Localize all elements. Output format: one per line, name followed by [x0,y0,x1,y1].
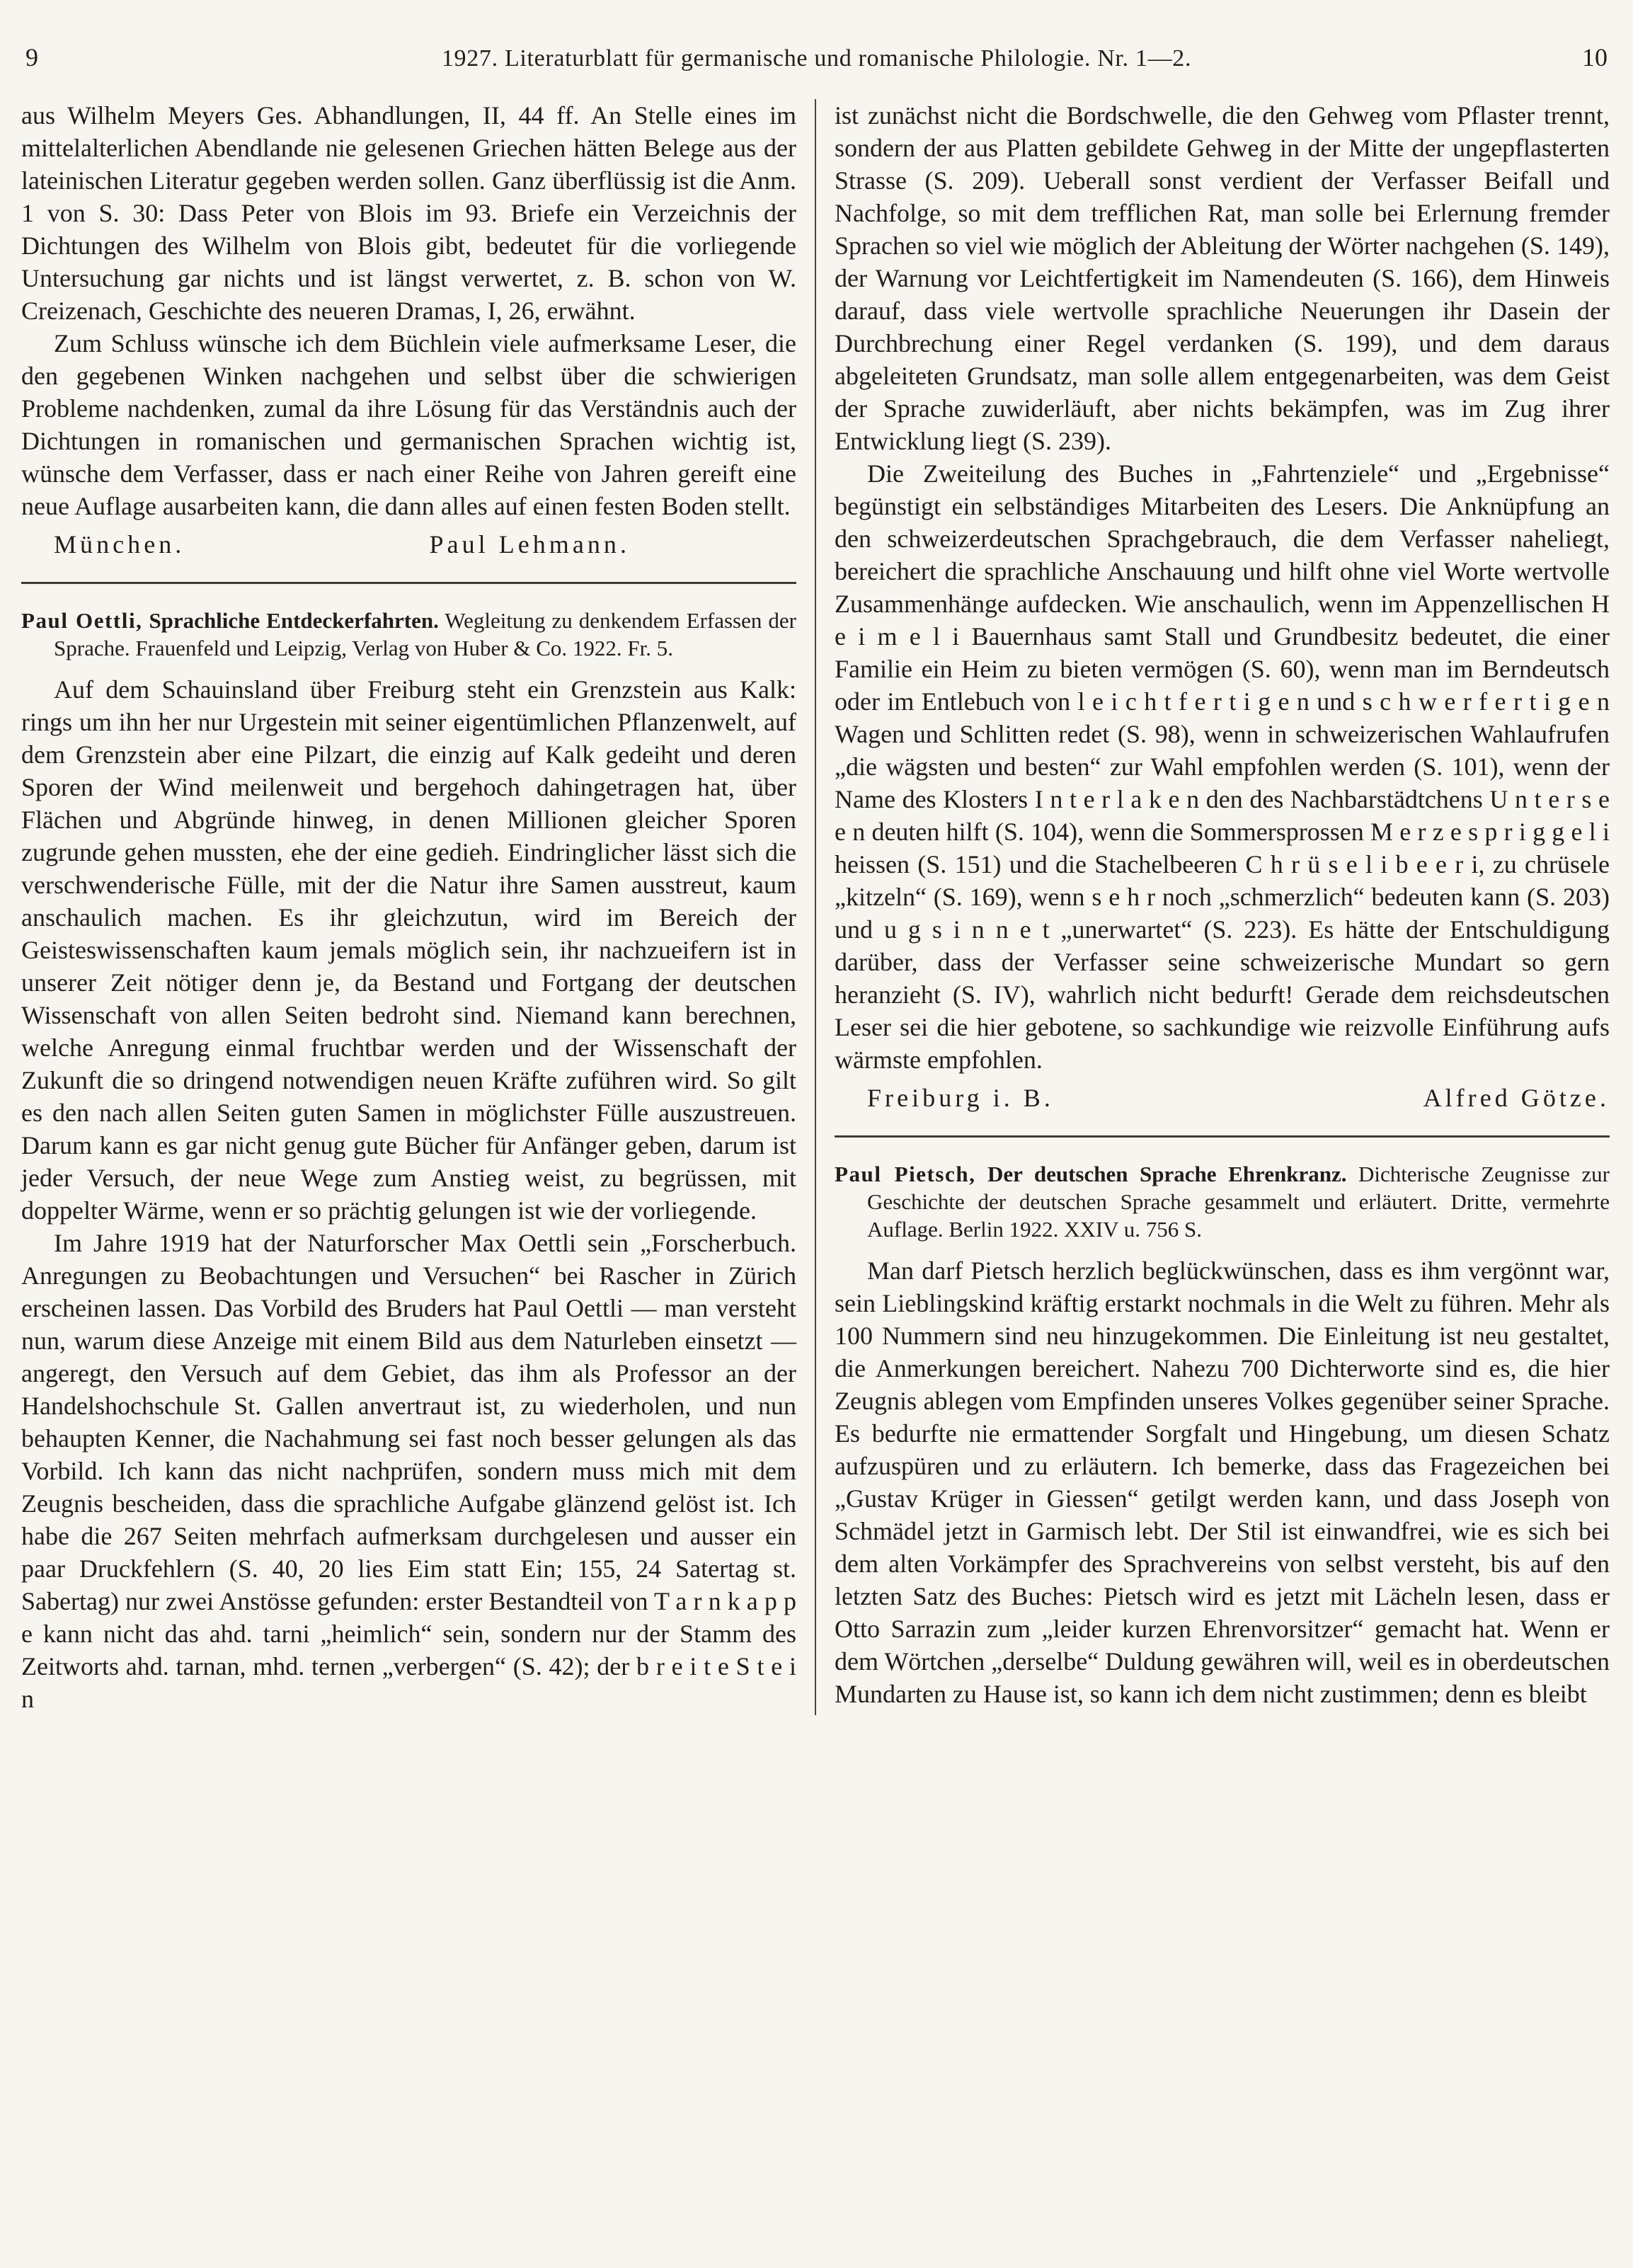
paragraph: ist zunächst nicht die Bordschwelle, die den Gehweg vom Pflaster trennt, sondern der aus Platten gebildete Gehweg in der Mitte der ungepflasterten Strasse (S. 209). Ueberall sonst verdient der Verfasser Beifall und Nachfolge, so mit dem trefflichen Rat, man solle bei Erlernung fremder Sprachen so viel wie möglich der Ableitung der Wörter nachgehen (S. 149), der Warnung vor Leichtfertigkeit im Namendeuten (S. 166), dem Hinweis darauf, dass viele wertvolle sprachliche Neuerungen ihr Dasein der Durchbrechung einer Regel verdanken (S. 199), und dem daraus abgeleiteten Grundsatz, man solle allem entgegenarbeiten, was dem Geist der Sprache zuwiderläuft, aber nichts bekämpfen, was im Zug ihrer Entwicklung liegt (S. 239). [835,101,1610,455]
running-head [25,41,1608,75]
article-divider [21,582,796,584]
citation-details: Dichterische Zeugnisse zur Geschichte der deutschen Sprache gesammelt und erläutert. Dritte, vermehrte Auflage. Berlin 1922. XXIV u. 756 S. [867,1162,1610,1242]
two-column-text [21,99,1612,1715]
review-citation [21,607,796,662]
paragraph: Die Zweiteilung des Buches in „Fahrtenziele“ und „Ergebnisse“ begünstigt ein selbständiges Mitarbeiten des Lesers. Die Anknüpfung an den schweizerdeutschen Sprachgebrauch, die dem Verfasser naheliegt, bereichert die sprachliche Anschauung und hilft ohne viel Worte wertvolle Zusammenhänge aufdecken. Wie anschaulich, wenn im Appenzellischen H e i m e l i Bauernhaus samt Stall und Grundbesitz bedeutet, die einer Familie ein Heim zu bieten vermögen (S. 60), wenn man im Berndeutsch oder im Entlebuch von l e i c h t f e r t i g e n und s c h w e r f e r t i g e n Wagen und Schlitten redet (S. 98), wenn in schweizerischen Wahlaufrufen „die wägsten und besten“ zur Wahl empfohlen werden (S. 101), wenn der Name des Klosters I n t e r l a k e n den des Nachbarstädtchens U n t e r s e e n deuten hilft (S. 104), wenn die Sommersprossen M e r z e s p r i g g e l i heissen (S. 151) und die Stachelbeeren C h r ü s e l i b e e r i, zu chrüsele „kitzeln“ (S. 169), wenn s e h r noch „schmerzlich“ bedeuten kann (S. 203) und u g s i n n e t „unerwartet“ (S. 223). Es hätte der Entschuldigung darüber, dass der Verfasser seine schweizerische Mundart so gern heranzieht (S. IV), wahrlich nicht bedurft! Gerade dem reichsdeutschen Leser sei die hier gebotene, so sachkundige wie reizvolle Einführung aufs wärmste empfohlen. [835,459,1610,1074]
signature-name: Paul Lehmann. [429,530,630,559]
journal-header-title: 1927. Literaturblatt für germanische und romanische Philologie. Nr. 1—2. [441,45,1192,71]
signature-place: Freiburg i. B. [867,1084,1054,1112]
review-signature [21,528,796,561]
article-divider [835,1135,1610,1138]
signature-place: München. [54,530,185,559]
signature-name: Alfred Götze. [1423,1084,1610,1112]
citation-title: Sprachliche Entdeckerfahrten. [149,608,439,633]
review-signature [835,1082,1610,1114]
citation-title: Der deutschen Sprache Ehrenkranz. [987,1162,1347,1186]
citation-author: Paul Oettli, [21,608,143,633]
paragraph: Auf dem Schauinsland über Freiburg steht ein Grenzstein aus Kalk: rings um ihn her nur Urgestein mit seiner eigentümlichen Pflanzenwelt, auf dem Grenzstein aber eine Pilzart, die einzig auf Kalk gedeiht und deren Sporen der Wind meilenweit und bergehoch dahingetragen hat, über Flächen und Abgründe hinweg, in denen Millionen gleicher Sporen zugrunde gehen mussten, ehe der eine gedieh. Eindringlicher lässt sich die verschwenderische Fülle, mit der die Natur ihre Samen ausstreut, kaum anschaulich machen. Es ihr gleichzutun, wird im Bereich der Geisteswissenschaften kaum jemals möglich sein, ihr nachzueifern ist in unserer Zeit nötiger denn je, da Bestand und Fortgang der deutschen Wissenschaft von allen Seiten bedroht sind. Niemand kann berechnen, welche Anregung einmal fruchtbar werden und der Wissenschaft der Zukunft die so dringend notwendigen neuen Kräfte zuführen wird. So gilt es den nach allen Seiten guten Samen in möglichster Fülle auszustreuen. Darum kann es gar nicht genug gute Bücher für Anfänger geben, darum ist jeder Versuch, der neue Wege zum Anstieg weist, zu begrüssen, mit doppelter Wärme, wenn er so prächtig gelungen ist wie der vorliegende. [21,675,796,1225]
paragraph: Im Jahre 1919 hat der Naturforscher Max Oettli sein „Forscherbuch. Anregungen zu Beobachtungen und Versuchen“ bei Rascher in Zürich erscheinen lassen. Das Vorbild des Bruders hat Paul Oettli — man versteht nun, warum diese Anzeige mit einem Bild aus dem Naturleben einsetzt — angeregt, den Versuch auf dem Gebiet, das ihm als Professor an der Handelshochschule St. Gallen anvertraut ist, zu wiederholen, und nun behaupten Kenner, die Nachahmung sei fast noch besser gelungen als das Vorbild. Ich kann das nicht nachprüfen, sondern muss mich mit dem Zeugnis bescheiden, dass die sprachliche Aufgabe glänzend gelöst ist. Ich habe die 267 Seiten mehrfach aufmerksam durchgelesen und ausser ein paar Druckfehlern (S. 40, 20 lies Eim statt Ein; 155, 24 Satertag st. Sabertag) nur zwei Anstösse gefunden: erster Bestandteil von T a r n k a p p e kann nicht das ahd. tarni „heimlich“ sein, sondern nur der Stamm des Zeitworts ahd. tarnan, mhd. ternen „verbergen“ (S. 42); der b r e i t e S t e i n [21,1229,796,1713]
paragraph: Man darf Pietsch herzlich beglückwünschen, dass es ihm vergönnt war, sein Lieblingskind kräftig erstarkt nochmals in die Welt zu führen. Mehr als 100 Nummern sind neu hinzugekommen. Die Einleitung ist neu gestaltet, die Anmerkungen bereichert. Nahezu 700 Dichterworte sind es, die hier Zeugnis ablegen vom Empfinden unseres Volkes gegenüber seiner Sprache. Es bedurfte nie ermattender Sorgfalt und Hingebung, um diesen Schatz aufzuspüren und zu erläutern. Ich bemerke, dass das Fragezeichen bei „Gustav Krüger in Giessen“ getilgt werden kann, und dass Joseph von Schmädel jetzt in Garmisch lebt. Der Stil ist einwandfrei, wie es sich bei dem alten Vorkämpfer des Sprachvereins von selbst versteht, bis auf den letzten Satz des Buches: Pietsch wird es jetzt mit Lächeln lesen, dass er Otto Sarrazin zum „leider kurzen Ehrenvorsitzer“ gemacht hat. Wenn er dem Wörtchen „derselbe“ Duldung gewähren will, weil es in oberdeutschen Mundarten zu Hause ist, so kann ich dem nicht zustimmen; denn es bleibt [835,1256,1610,1708]
citation-author: Paul Pietsch, [835,1162,976,1186]
right-column [816,99,1610,1715]
citation-details: Wegleitung zu denkendem Erfassen der Sprache. Frauenfeld und Leipzig, Verlag von Huber & Co. 1922. Fr. 5. [54,608,796,660]
paragraph: aus Wilhelm Meyers Ges. Abhandlungen, II, 44 ff. An Stelle eines im mittelalterlichen Abendlande nie gelesenen Griechen hätten Belege aus der lateinischen Literatur gegeben werden sollen. Ganz überflüssig ist die Anm. 1 von S. 30: Dass Peter von Blois im 93. Briefe ein Verzeichnis der Dichtungen des Wilhelm von Blois gibt, bedeutet für die vorliegende Untersuchung gar nichts und ist längst verwertet, z. B. schon von W. Creizenach, Geschichte des neueren Dramas, I, 26, erwähnt. [21,101,796,325]
page-number-right: 10 [1582,43,1608,71]
paragraph: Zum Schluss wünsche ich dem Büchlein viele aufmerksame Leser, die den gegebenen Winken nachgehen und selbst über die schwierigen Probleme nachdenken, zumal da ihre Lösung für das Verständnis auch der Dichtungen in romanischen und germanischen Sprachen wichtig ist, wünsche dem Verfasser, dass er nach einer Reihe von Jahren gereift eine neue Auflage ausarbeiten kann, die dann alles auf einen festen Boden stellt. [21,329,796,520]
page-number-left: 9 [25,43,38,71]
review-citation [835,1160,1610,1243]
left-column [21,99,815,1715]
